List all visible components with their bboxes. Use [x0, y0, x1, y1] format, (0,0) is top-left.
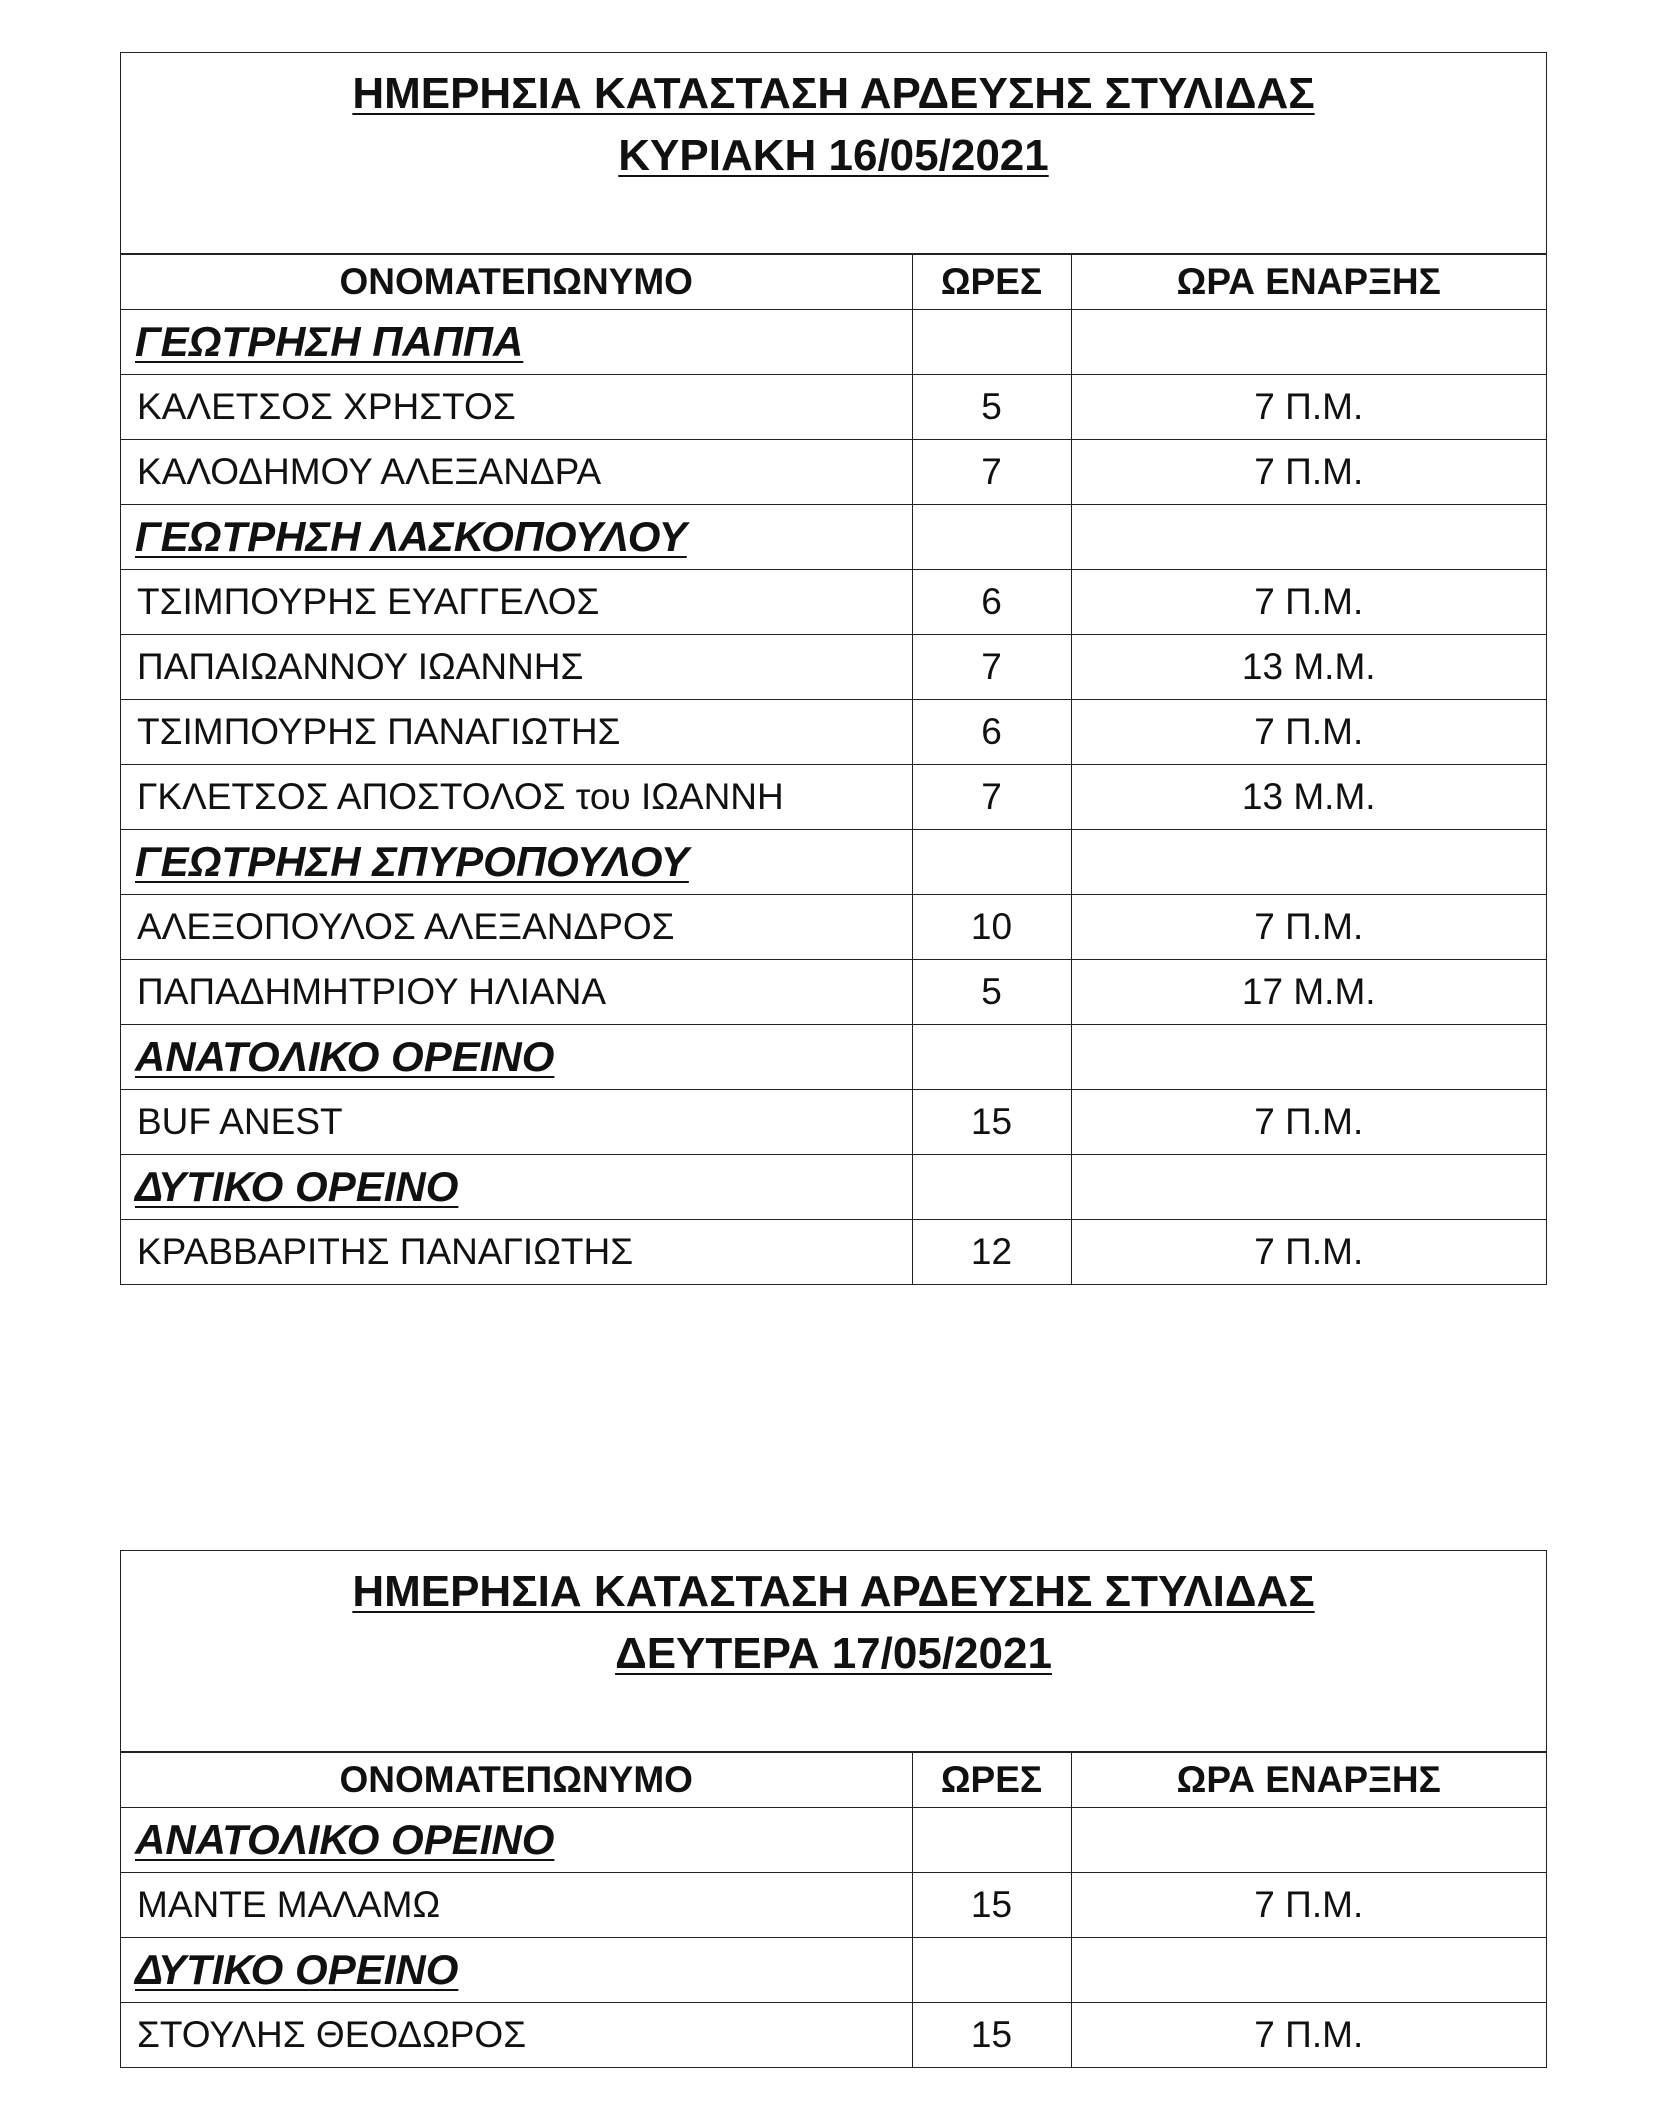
table-row [121, 440, 1546, 505]
hours-cell: 6 [912, 570, 1071, 635]
group-name: ΔΥΤΙΚΟ ΟΡΕΙΝΟ [121, 1938, 912, 2003]
group-row [121, 1808, 1546, 1873]
table-row [121, 2003, 1546, 2068]
hours-cell: 7 [912, 635, 1071, 700]
hours-cell: 5 [912, 960, 1071, 1025]
schedule-header [121, 1551, 1546, 1752]
person-name: BUF ANEST [121, 1090, 912, 1155]
table-row [121, 960, 1546, 1025]
schedule-date: ΚΥΡΙΑΚΗ 16/05/2021 [618, 131, 1049, 180]
person-name: ΓΚΛΕΤΣΟΣ ΑΠΟΣΤΟΛΟΣ του ΙΩΑΝΝΗ [121, 765, 912, 830]
table-header-row [121, 255, 1546, 310]
column-header-hours: ΩΡΕΣ [912, 255, 1071, 310]
start-time-cell: 7 Π.Μ. [1071, 570, 1546, 635]
schedule-title: ΗΜΕΡΗΣΙΑ ΚΑΤΑΣΤΑΣΗ ΑΡΔΕΥΣΗΣ ΣΤΥΛΙΔΑΣ [352, 1567, 1315, 1616]
group-row [121, 505, 1546, 570]
table-row [121, 1090, 1546, 1155]
column-header-hours: ΩΡΕΣ [912, 1753, 1071, 1808]
person-name: ΠΑΠΑΙΩΑΝΝΟΥ ΙΩΑΝΝΗΣ [121, 635, 912, 700]
person-name: ΠΑΠΑΔΗΜΗΤΡΙΟΥ ΗΛΙΑΝΑ [121, 960, 912, 1025]
hours-cell: 6 [912, 700, 1071, 765]
hours-cell: 15 [912, 2003, 1071, 2068]
hours-cell: 10 [912, 895, 1071, 960]
person-name: ΤΣΙΜΠΟΥΡΗΣ ΠΑΝΑΓΙΩΤΗΣ [121, 700, 912, 765]
hours-cell: 7 [912, 765, 1071, 830]
group-row [121, 830, 1546, 895]
table-row [121, 765, 1546, 830]
group-name: ΑΝΑΤΟΛΙΚΟ ΟΡΕΙΝΟ [121, 1808, 912, 1873]
start-time-cell: 7 Π.Μ. [1071, 2003, 1546, 2068]
start-time-cell: 7 Π.Μ. [1071, 1873, 1546, 1938]
start-time-cell: 7 Π.Μ. [1071, 440, 1546, 505]
group-row [121, 1938, 1546, 2003]
hours-cell: 7 [912, 440, 1071, 505]
schedule-table [121, 254, 1546, 1284]
start-time-cell: 7 Π.Μ. [1071, 1090, 1546, 1155]
column-header-start-time: ΩΡΑ ΕΝΑΡΞΗΣ [1071, 255, 1546, 310]
group-name: ΓΕΩΤΡΗΣΗ ΠΑΠΠΑ [121, 310, 912, 375]
group-row [121, 1155, 1546, 1220]
group-name: ΔΥΤΙΚΟ ΟΡΕΙΝΟ [121, 1155, 912, 1220]
schedule-table [121, 1752, 1546, 2067]
column-header-start-time: ΩΡΑ ΕΝΑΡΞΗΣ [1071, 1753, 1546, 1808]
table-row [121, 1220, 1546, 1285]
group-row [121, 1025, 1546, 1090]
group-name: ΑΝΑΤΟΛΙΚΟ ΟΡΕΙΝΟ [121, 1025, 912, 1090]
person-name: ΑΛΕΞΟΠΟΥΛΟΣ ΑΛΕΞΑΝΔΡΟΣ [121, 895, 912, 960]
person-name: ΚΑΛΕΤΣΟΣ ΧΡΗΣΤΟΣ [121, 375, 912, 440]
hours-cell: 5 [912, 375, 1071, 440]
table-row [121, 635, 1546, 700]
hours-cell: 15 [912, 1090, 1071, 1155]
hours-cell: 15 [912, 1873, 1071, 1938]
table-row [121, 375, 1546, 440]
start-time-cell: 7 Π.Μ. [1071, 895, 1546, 960]
schedule-title: ΗΜΕΡΗΣΙΑ ΚΑΤΑΣΤΑΣΗ ΑΡΔΕΥΣΗΣ ΣΤΥΛΙΔΑΣ [352, 69, 1315, 118]
irrigation-schedule-monday [120, 1550, 1547, 2068]
person-name: ΣΤΟΥΛΗΣ ΘΕΟΔΩΡΟΣ [121, 2003, 912, 2068]
schedule-date: ΔΕΥΤΕΡΑ 17/05/2021 [615, 1629, 1052, 1678]
column-header-name: ΟΝΟΜΑΤΕΠΩΝΥΜΟ [121, 255, 912, 310]
group-name: ΓΕΩΤΡΗΣΗ ΛΑΣΚΟΠΟΥΛΟΥ [121, 505, 912, 570]
person-name: ΤΣΙΜΠΟΥΡΗΣ ΕΥΑΓΓΕΛΟΣ [121, 570, 912, 635]
start-time-cell: 17 Μ.Μ. [1071, 960, 1546, 1025]
irrigation-schedule-sunday [120, 52, 1547, 1285]
person-name: ΚΡΑΒΒΑΡΙΤΗΣ ΠΑΝΑΓΙΩΤΗΣ [121, 1220, 912, 1285]
start-time-cell: 7 Π.Μ. [1071, 375, 1546, 440]
hours-cell: 12 [912, 1220, 1071, 1285]
schedule-header [121, 53, 1546, 254]
table-row [121, 700, 1546, 765]
table-row [121, 1873, 1546, 1938]
group-row [121, 310, 1546, 375]
start-time-cell: 7 Π.Μ. [1071, 700, 1546, 765]
start-time-cell: 13 Μ.Μ. [1071, 765, 1546, 830]
table-row [121, 895, 1546, 960]
column-header-name: ΟΝΟΜΑΤΕΠΩΝΥΜΟ [121, 1753, 912, 1808]
person-name: ΚΑΛΟΔΗΜΟΥ ΑΛΕΞΑΝΔΡΑ [121, 440, 912, 505]
start-time-cell: 7 Π.Μ. [1071, 1220, 1546, 1285]
group-name: ΓΕΩΤΡΗΣΗ ΣΠΥΡΟΠΟΥΛΟΥ [121, 830, 912, 895]
start-time-cell: 13 Μ.Μ. [1071, 635, 1546, 700]
person-name: ΜΑΝΤΕ ΜΑΛΑΜΩ [121, 1873, 912, 1938]
table-row [121, 570, 1546, 635]
table-header-row [121, 1753, 1546, 1808]
